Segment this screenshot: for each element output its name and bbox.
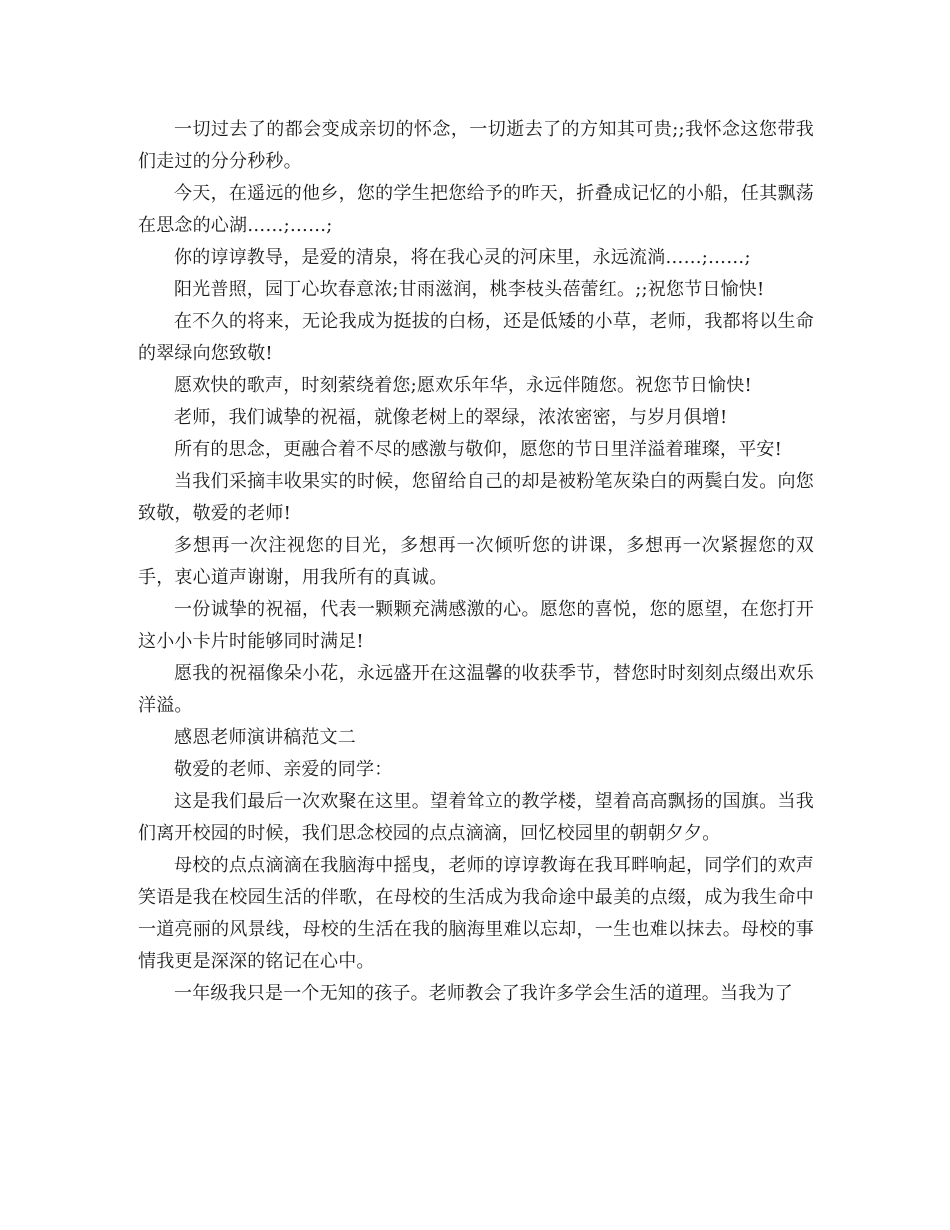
- paragraph: 母校的点点滴滴在我脑海中摇曳，老师的谆谆教诲在我耳畔响起，同学们的欢声笑语是我在校园生活的伴歌，在母校的生活成为我命途中最美的点缀，成为我生命中一道亮丽的风景线，母校的生活在我的脑海里难以忘却，一生也难以抹去。母校的事情我更是深深的铭记在心中。: [138, 855, 814, 972]
- paragraph: 一年级我只是一个无知的孩子。老师教会了我许多学会生活的道理。当我为了: [174, 983, 793, 1004]
- section-heading: 感恩老师演讲稿范文二: [174, 727, 356, 748]
- paragraph: 多想再一次注视您的目光，多想再一次倾听您的讲课，多想再一次紧握您的双手，衷心道声谢谢，用我所有的真诚。: [138, 535, 814, 588]
- paragraph: 在不久的将来，无论我成为挺拔的白杨，还是低矮的小草，老师，我都将以生命的翠绿向您致敬!: [138, 311, 814, 364]
- salutation: 敬爱的老师、亲爱的同学：: [174, 759, 393, 780]
- document-body: [138, 114, 814, 1010]
- paragraph: 阳光普照，园丁心坎春意浓;甘雨滋润，桃李枝头蓓蕾红。;;祝您节日愉快!: [174, 279, 765, 300]
- paragraph: 愿我的祝福像朵小花，永远盛开在这温馨的收获季节，替您时时刻刻点缀出欢乐洋溢。: [138, 663, 814, 716]
- paragraph: 今天，在遥远的他乡，您的学生把您给予的昨天，折叠成记忆的小船，任其飘荡在思念的心湖……;……;: [138, 183, 814, 236]
- paragraph: 愿欢快的歌声，时刻萦绕着您;愿欢乐年华，永远伴随您。祝您节日愉快!: [174, 375, 752, 396]
- paragraph: 一切过去了的都会变成亲切的怀念，一切逝去了的方知其可贵;;我怀念这您带我们走过的分分秒秒。: [138, 119, 814, 172]
- paragraph: 你的谆谆教导，是爱的清泉，将在我心灵的河床里，永远流淌……;……;: [174, 247, 751, 268]
- paragraph: 这是我们最后一次欢聚在这里。望着耸立的教学楼，望着高高飘扬的国旗。当我们离开校园的时候，我们思念校园的点点滴滴，回忆校园里的朝朝夕夕。: [138, 791, 814, 844]
- paragraph: 一份诚挚的祝福，代表一颗颗充满感激的心。愿您的喜悦，您的愿望，在您打开这小小卡片时能够同时满足!: [138, 599, 814, 652]
- paragraph: 当我们采摘丰收果实的时候，您留给自己的却是被粉笔灰染白的两鬓白发。向您致敬，敬爱的老师!: [138, 471, 814, 524]
- paragraph: 所有的思念，更融合着不尽的感激与敬仰，愿您的节日里洋溢着璀璨，平安!: [174, 439, 783, 460]
- paragraph: 老师，我们诚挚的祝福，就像老树上的翠绿，浓浓密密，与岁月俱增!: [174, 407, 728, 428]
